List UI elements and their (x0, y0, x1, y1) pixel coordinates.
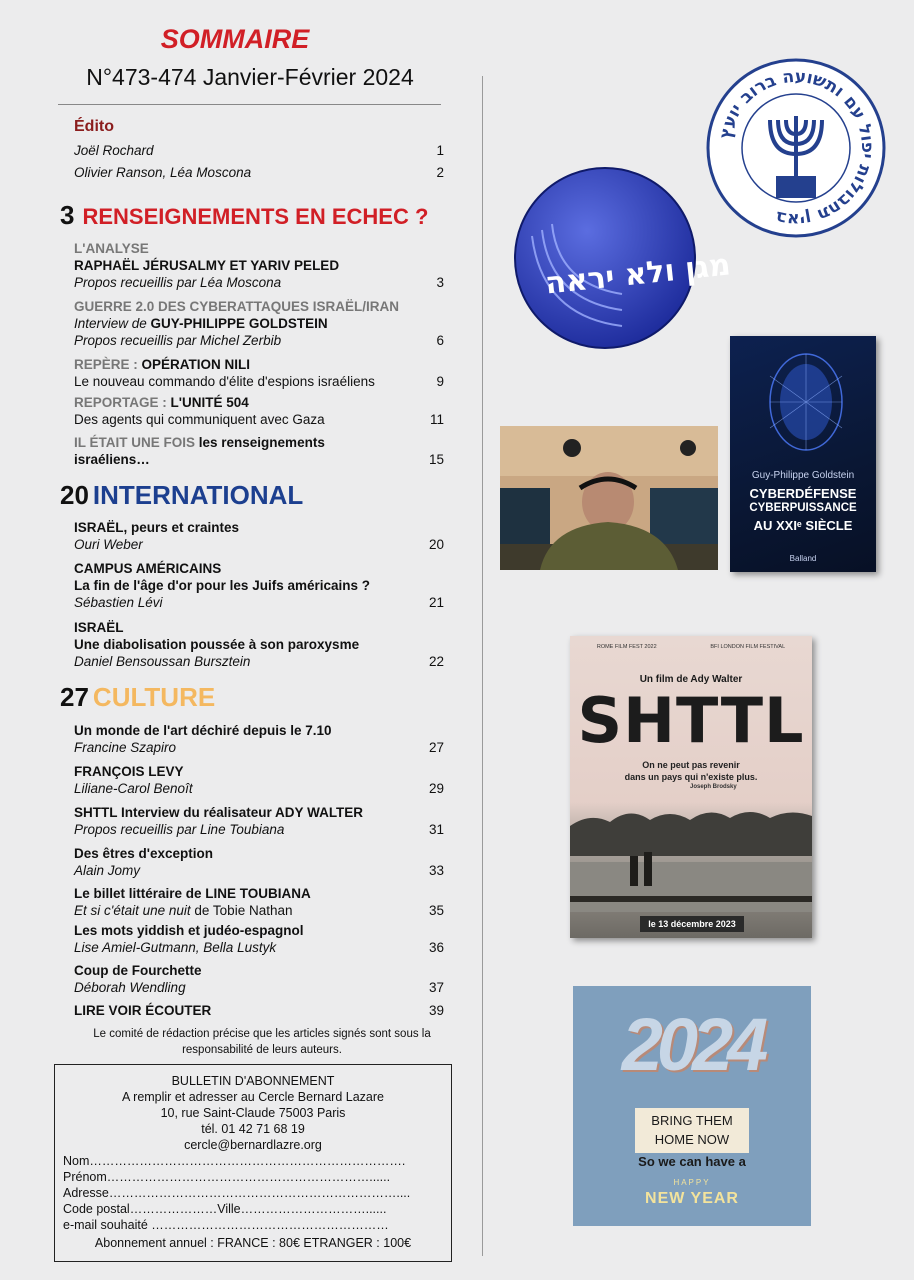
page-number: 15 (428, 452, 444, 467)
toc-entry (74, 962, 444, 996)
entry-author: Lise Amiel-Gutmann, Bella Lustyk (74, 940, 277, 955)
section-title: RENSEIGNEMENTS EN ECHEC ? (82, 204, 429, 229)
poster-release-date: le 13 décembre 2023 (640, 916, 744, 932)
entry-author: Daniel Bensoussan Bursztein (74, 654, 251, 669)
page-number: 35 (428, 903, 444, 918)
section-title: INTERNATIONAL (92, 480, 304, 510)
field-code-postal[interactable]: Code postal…………………Ville…………………………...... (63, 1202, 387, 1216)
festival-1: ROME FILM FEST 2022 (596, 644, 657, 650)
year-2024: 2024 (621, 1003, 763, 1086)
page-number: 37 (428, 980, 444, 995)
sommaire-title: SOMMAIRE (160, 24, 310, 54)
entry-author: Propos recueillis par Michel Zerbib (74, 333, 282, 348)
page-number: 20 (428, 537, 444, 552)
note-line: Le comité de rédaction précise que les articles signés sont sous la (93, 1028, 431, 1040)
book-author: Guy-Philippe Goldstein (751, 470, 855, 481)
field-nom[interactable]: Nom…………………………………………………………………. (63, 1154, 406, 1168)
field-prenom[interactable]: Prénom………………………………………………………...... (63, 1170, 391, 1184)
toc-entry (74, 619, 444, 670)
film-poster-shttl (570, 636, 812, 938)
page-number: 31 (428, 822, 444, 837)
festival-laurels (570, 644, 812, 650)
book-cover (730, 336, 876, 572)
magen-text: מגן ולא יראה (543, 247, 733, 302)
edito-item (74, 142, 444, 159)
poster-title: SHTTL (577, 684, 805, 757)
book-publisher: Balland (789, 554, 817, 563)
book-title-2: CYBERPUISSANCE (749, 502, 857, 514)
toc-entry (74, 356, 444, 390)
entry-author: Propos recueillis par Line Toubiana (74, 822, 285, 837)
entry-pre: Interview de (74, 316, 151, 331)
toc-entry (74, 434, 444, 468)
page-number: 6 (436, 333, 444, 348)
entry-book: Et si c'était une nuit (74, 903, 195, 918)
subscription-price: Abonnement annuel : FRANCE : 80€ ETRANGER : 100€ (94, 1236, 412, 1250)
author: Olivier Ranson, Léa Moscona (74, 165, 252, 180)
edito-item (74, 164, 444, 181)
poster-director: Un film de Ady Walter (639, 674, 743, 685)
entry-subtitle: Une diabolisation poussée à son paroxysme (74, 637, 360, 652)
entry-title: ISRAËL (74, 620, 124, 635)
author: Joël Rochard (74, 143, 154, 158)
entry-kicker: REPORTAGE : (74, 395, 171, 410)
section-title: CULTURE (92, 682, 216, 712)
entry-kicker: L'ANALYSE (74, 241, 149, 256)
mossad-emblem (706, 58, 886, 238)
entry-sub: Des agents qui communiquent avec Gaza (74, 412, 325, 427)
entry-title-cont: israéliens… (74, 452, 150, 467)
entry-title: Coup de Fourchette (74, 963, 202, 978)
bulletin-title: BULLETIN D'ABONNEMENT (171, 1074, 335, 1088)
page-number: 27 (428, 740, 444, 755)
entry-author: Liliane-Carol Benoît (74, 781, 193, 796)
bulletin-address: 10, rue Saint-Claude 75003 Paris (160, 1106, 346, 1120)
page-number: 33 (428, 863, 444, 878)
section-number: 27 (60, 682, 89, 712)
poster-quote-1: On ne peut pas revenir (642, 760, 740, 770)
entry-title: LIRE VOIR ÉCOUTER (74, 1003, 212, 1018)
entry-kicker: REPÈRE : (74, 357, 142, 372)
page-number: 21 (428, 595, 444, 610)
poster-quote-2: dans un pays qui n'existe plus. (624, 772, 758, 782)
entry-title: RAPHAËL JÉRUSALMY ET YARIV PELED (74, 258, 340, 273)
page-number: 22 (428, 654, 444, 669)
entry-author: Déborah Wendling (74, 980, 186, 995)
section-number: 20 (60, 480, 89, 510)
entry-title: OPÉRATION NILI (141, 357, 251, 372)
card-line-2: HOME NOW (654, 1132, 730, 1147)
entry-title: les renseignements (198, 435, 325, 450)
entry-sub: Le nouveau commando d'élite d'espions israéliens (74, 374, 375, 389)
card-line-1: BRING THEM (651, 1113, 733, 1128)
card-line-5: NEW YEAR (645, 1190, 739, 1207)
entry-title: Un monde de l'art déchiré depuis le 7.10 (74, 723, 332, 738)
page-number: 39 (428, 1003, 444, 1018)
magen-logo (510, 166, 733, 350)
page-number: 11 (429, 412, 444, 427)
entry-title: GUY-PHILIPPE GOLDSTEIN (150, 316, 328, 331)
toc-entry (74, 845, 444, 879)
toc-entry (74, 763, 444, 797)
toc-entry (74, 560, 444, 611)
mossad-motto: באין תחבולות יפול עם ותשועה ברוב יועץ (715, 66, 878, 230)
toc-entry (74, 722, 444, 756)
toc-entry (74, 1002, 444, 1019)
bring-them-home-box (635, 1108, 749, 1153)
column-divider (482, 76, 483, 1256)
bulletin-phone: tél. 01 42 71 68 19 (201, 1122, 305, 1136)
book-title-3: AU XXIᵉ SIÈCLE (753, 518, 853, 533)
card-line-4: HAPPY (673, 1178, 711, 1187)
section-heading-culture (60, 682, 215, 713)
toc-entry (74, 240, 444, 291)
entry-kicker: GUERRE 2.0 DES CYBERATTAQUES ISRAËL/IRAN (74, 299, 400, 314)
subscription-form (54, 1064, 452, 1262)
section-heading-international (60, 480, 303, 511)
entry-subtitle: La fin de l'âge d'or pour les Juifs américains ? (74, 578, 370, 593)
header-divider (58, 104, 441, 105)
book-title-1: CYBERDÉFENSE (749, 486, 857, 501)
issue-number: N°473-474 Janvier-Février 2024 (86, 64, 414, 90)
toc-entry (74, 885, 444, 919)
bulletin-email: cercle@bernardlazre.org (184, 1138, 322, 1152)
entry-kicker: IL ÉTAIT UNE FOIS (74, 435, 199, 450)
toc-entry (74, 804, 444, 838)
entry-title: Des êtres d'exception (74, 846, 214, 861)
poster-quote-author: Joseph Brodsky (690, 784, 737, 790)
toc-entry (74, 298, 444, 349)
section-heading-renseignements (60, 200, 428, 231)
entry-title: ISRAËL, peurs et craintes (74, 520, 240, 535)
page-number: 2 (436, 165, 444, 180)
entry-title: Les mots yiddish et judéo-espagnol (74, 923, 304, 938)
new-year-card (573, 986, 811, 1226)
page-number: 3 (436, 275, 444, 290)
page-number: 29 (428, 781, 444, 796)
bulletin-line: A remplir et adresser au Cercle Bernard Lazare (122, 1090, 384, 1104)
entry-author: Sébastien Lévi (74, 595, 163, 610)
entry-author: Alain Jomy (74, 863, 141, 878)
entry-title: SHTTL Interview du réalisateur ADY WALTER (74, 805, 364, 820)
festival-2: BFI LONDON FILM FESTIVAL (710, 644, 786, 650)
card-line-3: So we can have a (638, 1154, 746, 1169)
entry-title: FRANÇOIS LEVY (74, 764, 184, 779)
note-line: responsabilité de leurs auteurs. (182, 1044, 342, 1056)
editorial-note (60, 1026, 464, 1058)
page-number: 9 (436, 374, 444, 389)
entry-author: Francine Szapiro (74, 740, 177, 755)
photo-soldier (500, 426, 718, 570)
toc-entry (74, 922, 444, 956)
field-adresse[interactable]: Adresse…………………………………………………………….... (63, 1186, 411, 1200)
page-number: 1 (436, 143, 444, 158)
entry-title: CAMPUS AMÉRICAINS (74, 561, 222, 576)
edito-label: Édito (74, 118, 114, 135)
field-email[interactable]: e-mail souhaité ………………………………………………… (63, 1218, 389, 1232)
entry-title: L'UNITÉ 504 (170, 395, 249, 410)
page-number: 36 (428, 940, 444, 955)
cyber-face-image (730, 336, 876, 466)
section-number: 3 (60, 200, 75, 230)
toc-entry (74, 394, 444, 428)
entry-author: Propos recueillis par Léa Moscona (74, 275, 282, 290)
entry-title: Le billet littéraire de LINE TOUBIANA (74, 886, 311, 901)
entry-author: de Tobie Nathan (194, 903, 293, 918)
toc-entry (74, 519, 444, 553)
entry-author: Ouri Weber (74, 537, 143, 552)
